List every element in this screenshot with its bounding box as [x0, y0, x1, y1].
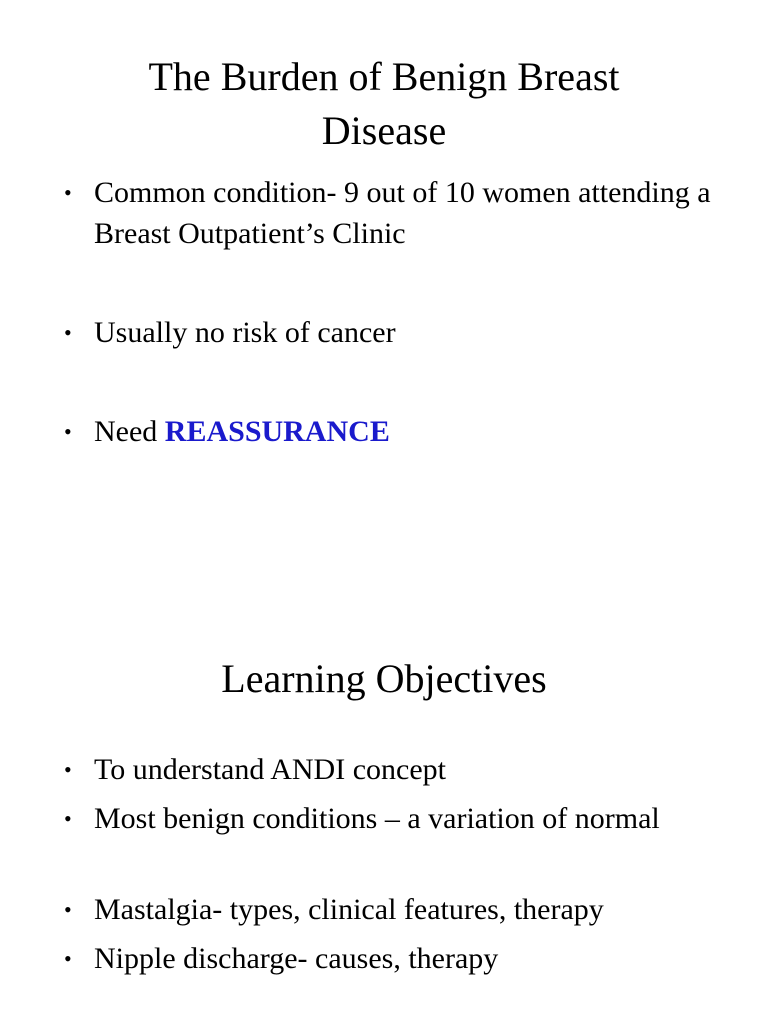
bullet-dot-icon: • [64, 180, 72, 205]
bullet-text [94, 411, 734, 452]
bullet-text: Mastalgia- types, clinical features, therapy [94, 893, 604, 926]
bullet-text: Usually no risk of cancer [94, 316, 396, 349]
bullet-dot-icon: • [64, 320, 72, 345]
bullet-dot-icon: • [64, 897, 72, 922]
reassurance-emphasis: REASSURANCE [164, 415, 390, 448]
slide-title: Learning Objectives [221, 656, 547, 701]
bullet-text: Nipple discharge- causes, therapy [94, 942, 499, 975]
bullet-dot-icon: • [64, 806, 72, 831]
bullet-text-prefix: Need [94, 415, 165, 448]
slide-learning-objectives [0, 620, 768, 1020]
bullet-dot-icon: • [64, 946, 72, 971]
bullet-text: Most benign conditions – a variation of normal [94, 802, 660, 835]
slide-title: The Burden of Benign Breast Disease [148, 54, 620, 153]
bullet-text: Common condition- 9 out of 10 women attending a Breast Outpatient’s Clinic [94, 176, 711, 250]
bullet-dot-icon: • [64, 419, 72, 444]
bullet-dot-icon: • [64, 757, 72, 782]
bullet-text: To understand ANDI concept [94, 753, 446, 786]
